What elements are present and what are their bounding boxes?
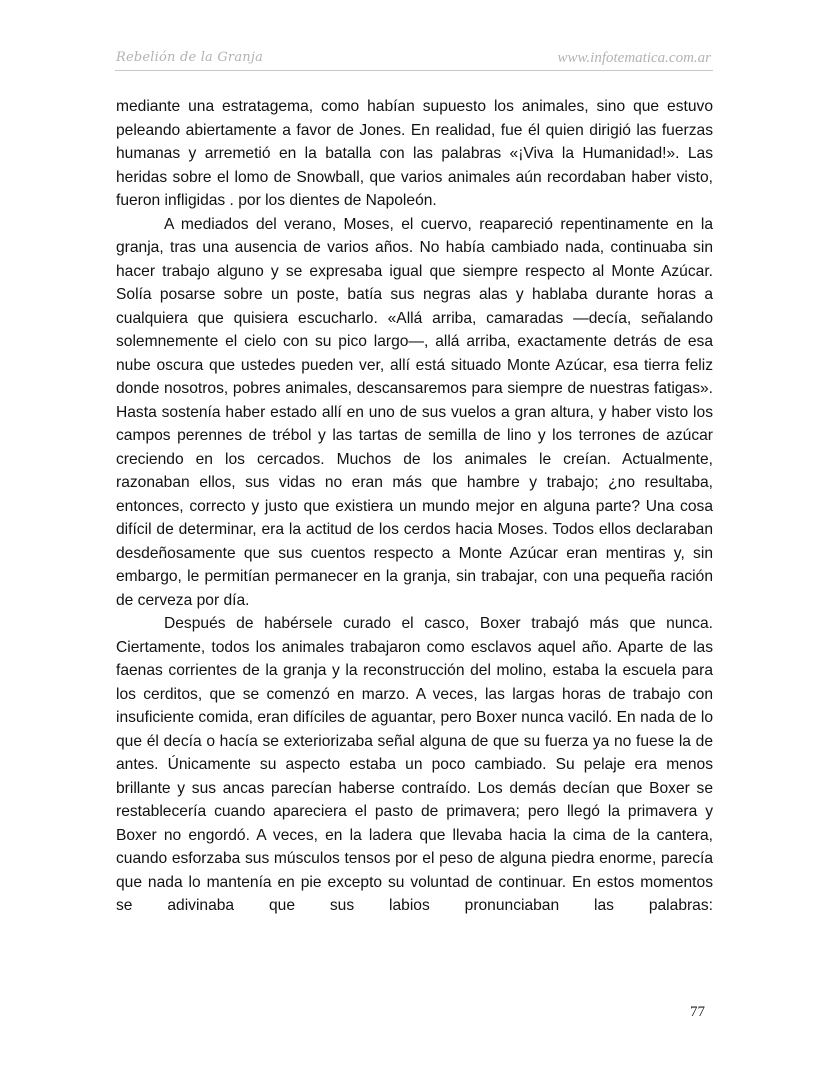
paragraph-moses: A mediados del verano, Moses, el cuervo, reapareció repentinamente en la granja, tras una ausencia de varios años. No había cambiado nada, continuaba sin hacer trabajo alguno y se expresaba igual que siempre respecto al Monte Azúcar. Solía posarse sobre un poste, batía sus negras alas y hablaba durante horas a cualquiera que quisiera escucharlo. «Allá arriba, camaradas —decía, señalando solemnemente el cielo con su pico largo—, allá arriba, exactamente detrás de esa nube oscura que ustedes pueden ver, allí está situado Monte Azúcar, esa tierra feliz donde nosotros, pobres animales, descansaremos para siempre de nuestras fatigas». Hasta sostenía haber estado allí en uno de sus vuelos a gran altura, y haber visto los campos perennes de trébol y las tartas de semilla de lino y los terrones de azúcar creciendo en los cercados. Muchos de los animales le creían. Actualmente, razonaban ellos, sus vidas no eran más que hambre y trabajo; ¿no resultaba, entonces, correcto y justo que existiera un mundo mejor en alguna parte? Una cosa difícil de determinar, era la actitud de los cerdos hacia Moses. Todos ellos declaraban desdeñosamente que sus cuentos respecto a Monte Azúcar eran mentiras y, sin embargo, le permitían permanecer en la granja, sin trabajar, con una pequeña ración de cerveza por día. bbox=[116, 215, 713, 609]
book-title: Rebelión de la Granja bbox=[116, 50, 264, 65]
paragraph-continuation: mediante una estratagema, como habían supuesto los animales, sino que estuvo peleando abiertamente a favor de Jones. En realidad, fue él quien dirigió las fuerzas humanas y arremetió en la batalla con las palabras «¡Viva la Humanidad!». Las heridas sobre el lomo de Snowball, que varios animales aún recordaban haber visto, fueron infligidas . por los dientes de Napoleón. bbox=[116, 98, 713, 209]
running-header bbox=[115, 48, 713, 71]
paragraph-boxer: Después de habérsele curado el casco, Boxer trabajó más que nunca. Ciertamente, todos los animales trabajaron como esclavos aquel año. Aparte de las faenas corrientes de la granja y la reconstrucción del molino, estaba la escuela para los cerditos, que se comenzó en marzo. A veces, las largas horas de trabajo con insuficiente comida, eran difíciles de aguantar, pero Boxer nunca vaciló. En nada de lo que él decía o hacía se exteriorizaba señal alguna de que su fuerza ya no fuese la de antes. Únicamente su aspecto estaba un poco cambiado. Su pelaje era menos brillante y sus ancas parecían haberse contraído. Los demás decían que Boxer se restablecería cuando apareciera el pasto de primavera; pero llegó la primavera y Boxer no engordó. A veces, en la ladera que llevaba hacia la cima de la cantera, cuando esforzaba sus músculos tensos por el peso de alguna piedra enorme, parecía que nada lo mantenía en pie excepto su voluntad de continuar. En estos momentos se adivinaba que sus labios pronunciaban las palabras: bbox=[116, 615, 713, 914]
website-url: www.infotematica.com.ar bbox=[557, 50, 711, 66]
body-text bbox=[116, 95, 713, 918]
page-number: 77 bbox=[690, 1004, 705, 1020]
